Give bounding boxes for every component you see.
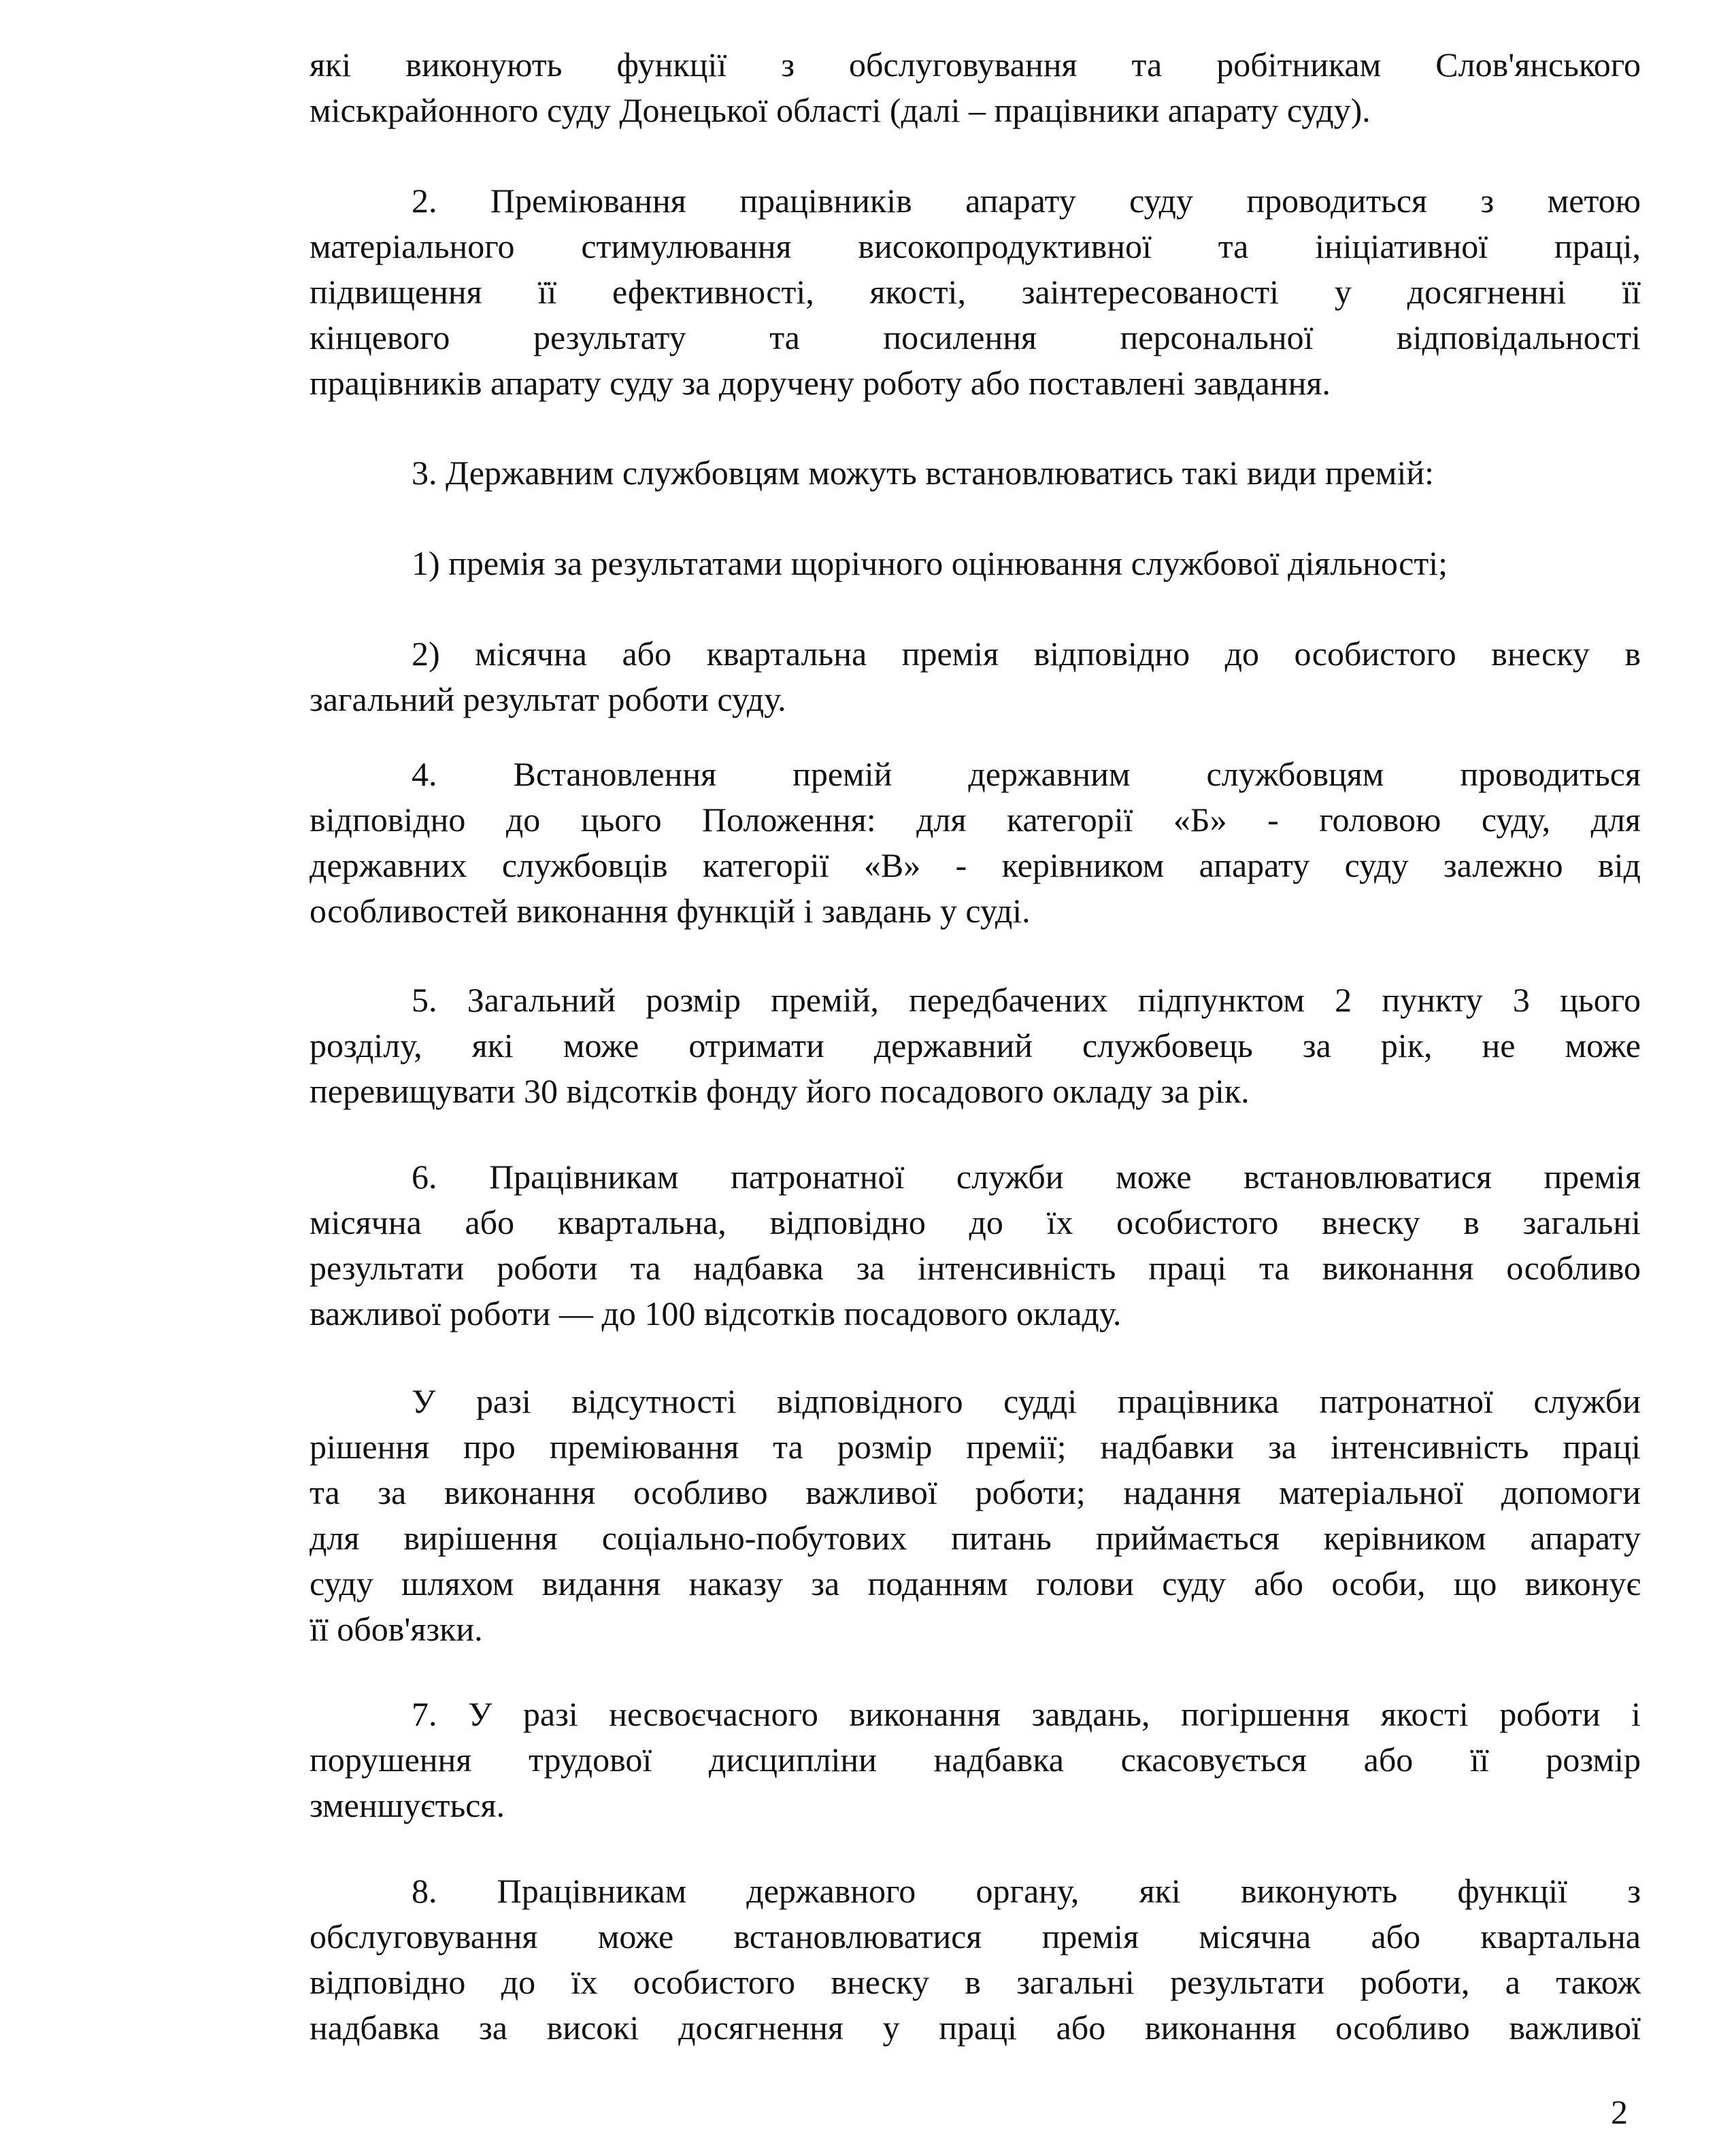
paragraph-3 bbox=[310, 450, 1641, 496]
text-line: 1) премія за результатами щорічного оцінювання службової діяльності; bbox=[412, 544, 1448, 582]
text-line: результати роботи та надбавка за інтенсивність праці та виконання особливо bbox=[310, 1249, 1641, 1287]
text-line: порушення трудової дисципліни надбавка скасовується або її розмір bbox=[310, 1741, 1641, 1779]
text-line: матеріального стимулювання високопродуктивної та ініціативної праці, bbox=[310, 227, 1641, 265]
text-line: та за виконання особливо важливої роботи; надання матеріальної допомоги bbox=[310, 1473, 1641, 1511]
text-line: рішення про преміювання та розмір премії; надбавки за інтенсивність праці bbox=[310, 1428, 1641, 1466]
text-line: обслуговування може встановлюватися премія місячна або квартальна bbox=[310, 1917, 1641, 1956]
text-line: розділу, які може отримати державний службовець за рік, не може bbox=[310, 1026, 1641, 1064]
text-line: важливої роботи — до 100 відсотків посадового окладу. bbox=[310, 1294, 1122, 1332]
paragraph-6 bbox=[310, 1154, 1641, 1337]
paragraph-4 bbox=[310, 752, 1641, 934]
text-line: відповідно до цього Положення: для категорії «Б» - головою суду, для bbox=[310, 801, 1641, 839]
paragraph-8 bbox=[310, 1868, 1641, 2051]
text-line: суду шляхом видання наказу за поданням голови суду або особи, що виконує bbox=[310, 1564, 1641, 1603]
text-line: загальний результат роботи суду. bbox=[310, 680, 786, 718]
paragraph-continuation bbox=[310, 42, 1641, 133]
text-line: міськрайонного суду Донецької області (далі – працівники апарату суду). bbox=[310, 91, 1371, 129]
text-line: зменшується. bbox=[310, 1786, 505, 1824]
text-line: перевищувати 30 відсотків фонду його посадового окладу за рік. bbox=[310, 1072, 1250, 1110]
text-line: її обов'язки. bbox=[310, 1610, 483, 1648]
paragraph-7 bbox=[310, 1692, 1641, 1828]
text-line: які виконують функції з обслуговування та робітникам Слов'янського bbox=[310, 46, 1641, 84]
text-line: 4. Встановлення премій державним службовцям проводиться bbox=[412, 755, 1641, 793]
text-line: надбавка за високі досягнення у праці або виконання особливо важливої bbox=[310, 2009, 1641, 2047]
text-line: місячна або квартальна, відповідно до їх особистого внеску в загальні bbox=[310, 1203, 1641, 1241]
page-number: 2 bbox=[1611, 2093, 1628, 2131]
text-line: У разі відсутності відповідного судді працівника патронатної служби bbox=[412, 1382, 1641, 1420]
paragraph-3-item-2 bbox=[310, 631, 1641, 722]
paragraph-5 bbox=[310, 977, 1641, 1114]
paragraph-3-item-1 bbox=[310, 541, 1641, 586]
paragraph-2 bbox=[310, 178, 1641, 406]
text-line: 6. Працівникам патронатної служби може встановлюватися премія bbox=[412, 1158, 1641, 1196]
text-line: 5. Загальний розмір премій, передбачених підпунктом 2 пункту 3 цього bbox=[412, 981, 1641, 1019]
text-line: для вирішення соціально-побутових питань приймається керівником апарату bbox=[310, 1519, 1641, 1557]
text-line: 3. Державним службовцям можуть встановлюватись такі види премій: bbox=[412, 454, 1434, 492]
text-line: 2) місячна або квартальна премія відповідно до особистого внеску в bbox=[412, 635, 1641, 673]
text-line: підвищення її ефективності, якості, заінтересованості у досягненні її bbox=[310, 273, 1641, 311]
text-line: відповідно до їх особистого внеску в загальні результати роботи, а також bbox=[310, 1963, 1641, 2001]
text-line: 7. У разі несвоєчасного виконання завдань, погіршення якості роботи і bbox=[412, 1695, 1641, 1733]
text-line: державних службовців категорії «В» - керівником апарату суду залежно від bbox=[310, 846, 1641, 884]
text-line: працівників апарату суду за доручену роботу або поставлені завдання. bbox=[310, 364, 1331, 402]
text-line: кінцевого результату та посилення персональної відповідальності bbox=[310, 318, 1641, 356]
text-line: 8. Працівникам державного органу, які виконують функції з bbox=[412, 1872, 1641, 1910]
text-line: особливостей виконання функцій і завдань у суді. bbox=[310, 892, 1031, 930]
paragraph-6-note bbox=[310, 1379, 1641, 1652]
text-line: 2. Преміювання працівників апарату суду проводиться з метою bbox=[412, 182, 1641, 220]
